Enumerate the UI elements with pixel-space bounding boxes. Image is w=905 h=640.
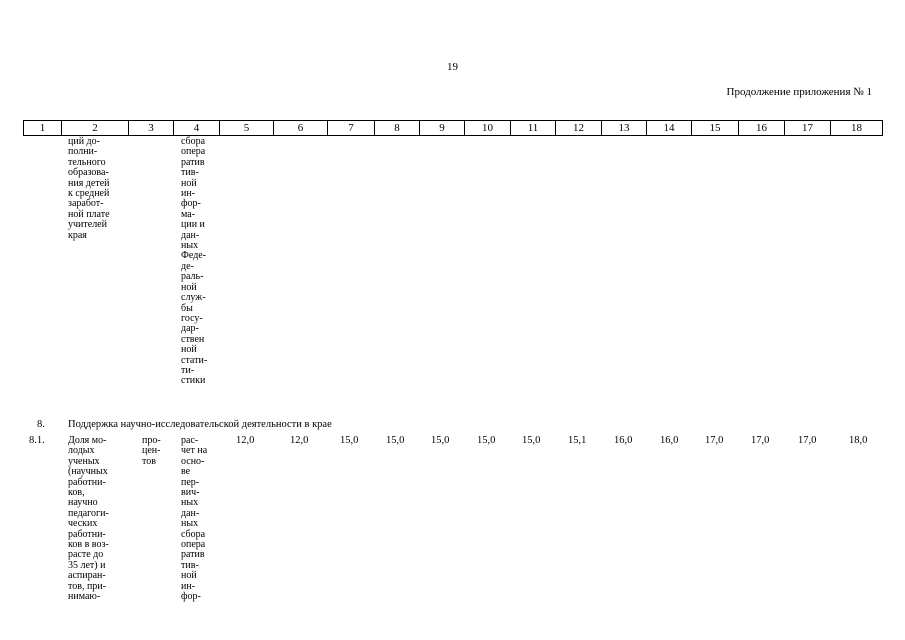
row-value-col14: 16,0 <box>660 435 679 446</box>
carryover-indicator-text: ций до- полни- тельного образова- ния детей к средней заработ- ной плате учителей края <box>68 136 110 241</box>
row-value-col16: 17,0 <box>751 435 770 446</box>
row-value-col6: 12,0 <box>290 435 309 446</box>
column-number-cell: 8 <box>375 121 420 136</box>
row-number: 8.1. <box>29 435 45 446</box>
row-value-col7: 15,0 <box>340 435 359 446</box>
carryover-source-text: сбора опера ратив тив- ной ин- фор- ма- ции и дан- ных Феде- де- раль- ной служ- бы госу- дар- ствен ной стати- ти- стики <box>181 136 208 387</box>
column-number-cell: 10 <box>465 121 511 136</box>
column-number-cell: 7 <box>328 121 375 136</box>
column-number-row <box>24 121 883 136</box>
column-number-cell: 4 <box>174 121 220 136</box>
row-value-col8: 15,0 <box>386 435 405 446</box>
column-number-cell: 1 <box>24 121 62 136</box>
row-value-col18: 18,0 <box>849 435 868 446</box>
row-value-col9: 15,0 <box>431 435 450 446</box>
column-number-cell: 12 <box>556 121 602 136</box>
row-unit-text: про- цен- тов <box>142 435 161 467</box>
column-number-cell: 11 <box>511 121 556 136</box>
column-number-cell: 9 <box>420 121 465 136</box>
row-value-col10: 15,0 <box>477 435 496 446</box>
column-number-cell: 13 <box>602 121 647 136</box>
column-number-cell: 5 <box>220 121 274 136</box>
section-number: 8. <box>37 419 45 430</box>
column-number-cell: 18 <box>831 121 883 136</box>
row-value-col13: 16,0 <box>614 435 633 446</box>
column-number-cell: 17 <box>785 121 831 136</box>
row-indicator-text: Доля мо- лодых ученых (научных работни- ков, научно педагоги- ческих работни- ков в воз- расте до 35 лет) и аспиран- тов, при- нимаю- <box>68 435 109 603</box>
continuation-title: Продолжение приложения № 1 <box>726 86 872 98</box>
row-value-col15: 17,0 <box>705 435 724 446</box>
column-number-cell: 16 <box>739 121 785 136</box>
column-number-cell: 3 <box>129 121 174 136</box>
page-number: 19 <box>447 61 458 73</box>
column-number-cell: 14 <box>647 121 692 136</box>
row-value-col11: 15,0 <box>522 435 541 446</box>
row-value-col17: 17,0 <box>798 435 817 446</box>
column-number-cell: 2 <box>62 121 129 136</box>
row-value-col5: 12,0 <box>236 435 255 446</box>
column-number-cell: 6 <box>274 121 328 136</box>
row-source-text: рас- чет на осно- ве пер- вич- ных дан- ных сбора опера ратив тив- ной ин- фор- <box>181 435 208 603</box>
column-number-cell: 15 <box>692 121 739 136</box>
column-number-header <box>23 120 883 136</box>
section-title: Поддержка научно-исследовательской деятельности в крае <box>68 419 332 430</box>
row-value-col12: 15,1 <box>568 435 587 446</box>
